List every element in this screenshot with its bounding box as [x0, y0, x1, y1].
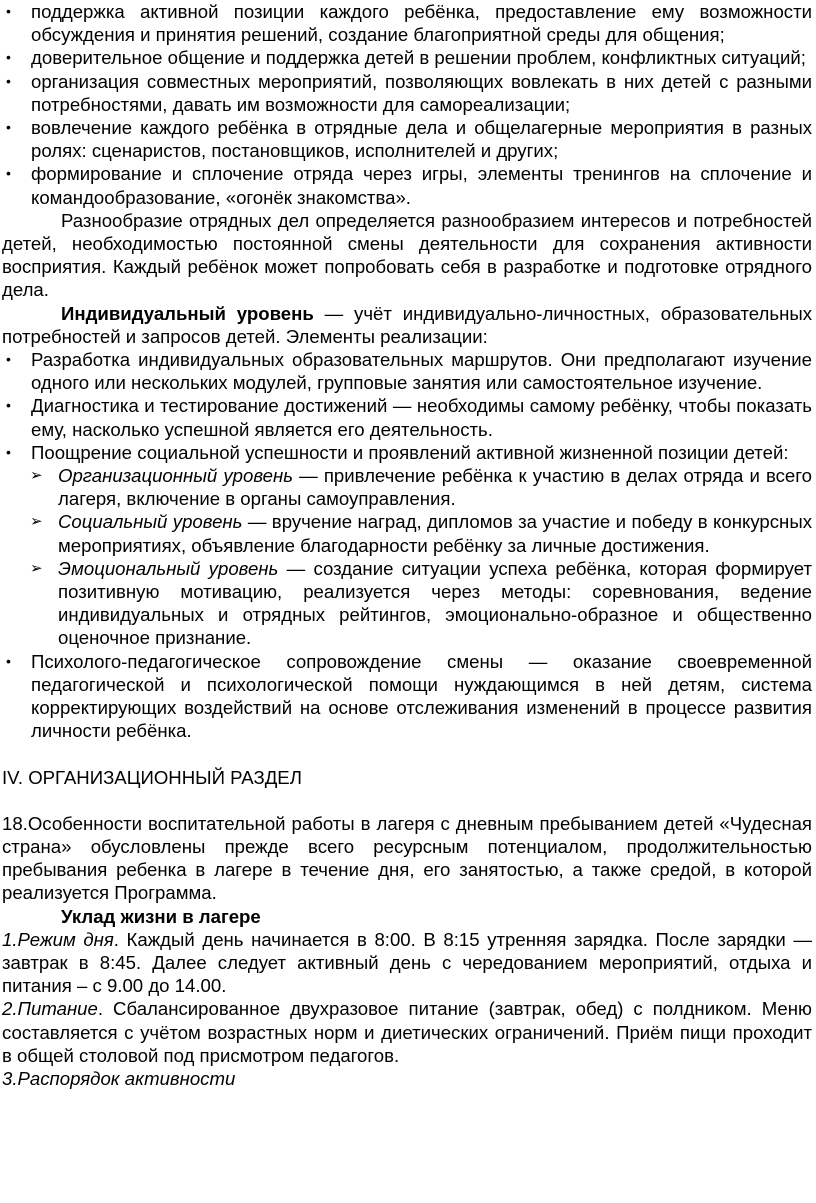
list-item-text: организация совместных мероприятий, позволяющих вовлекать в них детей с разными потребностями, давать им возможности для самореализации;: [31, 70, 812, 115]
routine-item-label: 3.Распорядок активности: [2, 1067, 236, 1089]
bullet-icon: •: [6, 119, 11, 136]
routine-title: Уклад жизни в лагере: [61, 905, 261, 927]
sublist-term: Организационный уровень: [58, 465, 293, 487]
arrow-bullet-icon: ➢: [30, 467, 43, 485]
sublist-text: — создание ситуации успеха ребёнка, которая формирует позитивную мотивацию, реализуется через методы: соревнования, ведение индивидуальных и отрядных рейтингов, эмоционально-образное и общественно оценочное признание.: [58, 557, 812, 649]
bullet-icon: •: [6, 351, 11, 368]
routine-item-activity: [2, 1067, 812, 1090]
individual-level-term: Индивидуальный уровень: [61, 302, 314, 324]
list-item: [2, 0, 812, 46]
individual-level-text: — учёт индивидуально-личностных, образовательных потребностей и запросов детей. Элементы реализации:: [2, 302, 812, 347]
routine-item-label: 1.Режим дня: [2, 928, 114, 950]
list-item: [2, 348, 812, 394]
routine-item-food: [2, 997, 812, 1067]
individual-level-paragraph: [2, 302, 812, 348]
implementation-list: [2, 348, 812, 464]
sublist-text: — привлечение ребёнка к участию в делах отряда и всего лагеря, включение в органы самоуправления.: [58, 465, 812, 510]
list-item: [2, 394, 812, 440]
variety-paragraph: Разнообразие отрядных дел определяется разнообразием интересов и потребностей детей, необходимостью постоянной смены деятельности для сохранения активности восприятия. Каждый ребёнок может попробовать себя в разработке и подготовке отрядного дела.: [2, 209, 812, 301]
list-item: [2, 46, 812, 69]
routine-item-text: . Каждый день начинается в 8:00. В 8:15 утренняя зарядка. После зарядки — завтрак в 8:45. Далее следует активный день с чередованием мероприятий, отдыха и питания – с 9.00 до 14.00.: [2, 928, 812, 997]
psychological-support-list: [2, 650, 812, 743]
routine-item-label: 2.Питание: [2, 998, 98, 1020]
list-item-text: поддержка активной позиции каждого ребёнка, предоставление ему возможности обсуждения и принятия решений, создание благоприятной среды для общения;: [31, 1, 812, 46]
list-item-text: Диагностика и тестирование достижений — необходимы самому ребёнку, чтобы показать ему, насколько успешной является его деятельность.: [31, 395, 812, 440]
list-item: [2, 650, 812, 743]
organization-paragraph: 18.Особенности воспитательной работы в лагеря с дневным пребыванием детей «Чудесная страна» обусловлены прежде всего ресурсным потенциалом, продолжительностью пребывания ребенка в лагере в течение дня, его занятостью, а также средой, в которой реализуется Программа.: [2, 812, 812, 904]
list-item-text: Разработка индивидуальных образовательных маршрутов. Они предполагают изучение одного или нескольких модулей, групповые занятия или самостоятельное изучение.: [31, 349, 812, 394]
arrow-bullet-icon: ➢: [30, 559, 43, 577]
arrow-bullet-icon: ➢: [30, 513, 43, 531]
sublist-item: [2, 557, 812, 650]
sublist-term: Социальный уровень: [58, 511, 243, 533]
bullet-icon: •: [6, 397, 11, 414]
sublist-text: — вручение наград, дипломов за участие и победу в конкурсных мероприятиях, объявление благодарности ребёнку за личные достижения.: [58, 511, 812, 556]
bullet-icon: •: [6, 443, 11, 460]
list-item: [2, 162, 812, 208]
encouragement-sublist: [2, 464, 812, 650]
list-item: [2, 70, 812, 116]
list-item: [2, 441, 812, 464]
bullet-icon: •: [6, 3, 11, 19]
sublist-term: Эмоциональный уровень: [58, 557, 279, 579]
sublist-item: [2, 510, 812, 556]
list-item-text: формирование и сплочение отряда через игры, элементы тренингов на сплочение и командообразование, «огонёк знакомства».: [31, 163, 812, 208]
routine-item-text: . Сбалансированное двухразовое питание (завтрак, обед) с полдником. Меню составляется с учётом возрастных норм и диетических ограничений. Приём пищи проходит в общей столовой под присмотром педагогов.: [2, 998, 812, 1066]
list-item-text: доверительное общение и поддержка детей в решении проблем, конфликтных ситуаций;: [31, 47, 806, 69]
routine-item-daily: [2, 928, 812, 998]
list-item-text: Психолого-педагогическое сопровождение смены — оказание своевременной педагогической и психологической помощи нуждающимся в ней детям, система корректирующих воздействий на основе отслеживания изменений в процессе развития личности ребёнка.: [31, 650, 812, 742]
support-list: [2, 0, 812, 209]
list-item-text: Поощрение социальной успешности и проявлений активной жизненной позиции детей:: [31, 441, 789, 463]
sublist-item: [2, 464, 812, 510]
bullet-icon: •: [6, 49, 11, 66]
list-item-text: вовлечение каждого ребёнка в отрядные дела и общелагерные мероприятия в разных ролях: сценаристов, постановщиков, исполнителей и других;: [31, 117, 812, 162]
bullet-icon: •: [6, 652, 11, 669]
bullet-icon: •: [6, 165, 11, 182]
bullet-icon: •: [6, 72, 11, 89]
section-heading: IV. ОРГАНИЗАЦИОННЫЙ РАЗДЕЛ: [2, 766, 302, 788]
list-item: [2, 116, 812, 162]
